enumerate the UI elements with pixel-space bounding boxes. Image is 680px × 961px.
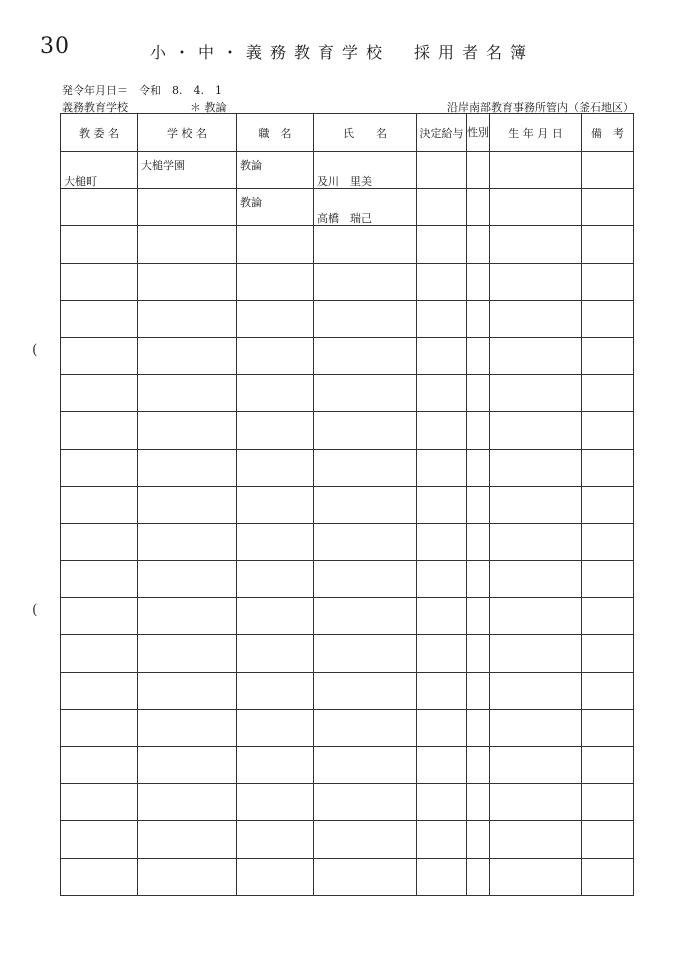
cell-board <box>61 300 138 337</box>
cell-birth <box>490 152 582 189</box>
issue-date: 発令年月日＝ 令和 8. 4. 1 <box>62 84 222 97</box>
cell-school <box>138 858 237 895</box>
cell-school <box>138 672 237 709</box>
cell-birth <box>490 747 582 784</box>
cell-remarks <box>582 300 634 337</box>
cell-salary <box>417 709 467 746</box>
cell-remarks <box>582 858 634 895</box>
board-name: 大槌町 <box>64 175 97 188</box>
table-row <box>61 561 634 598</box>
cell-birth <box>490 709 582 746</box>
cell-board <box>61 821 138 858</box>
cell-salary <box>417 375 467 412</box>
cell-position <box>237 486 314 523</box>
cell-sex <box>467 523 490 560</box>
cell-board <box>61 672 138 709</box>
cell-sex <box>467 300 490 337</box>
table-row <box>61 412 634 449</box>
cell-sex <box>467 858 490 895</box>
cell-position <box>237 635 314 672</box>
employee-name: 及川 里美 <box>317 175 372 188</box>
table-row <box>61 152 634 189</box>
cell-name <box>314 561 417 598</box>
table-row <box>61 821 634 858</box>
cell-sex <box>467 747 490 784</box>
cell-sex <box>467 152 490 189</box>
cell-board <box>61 189 138 226</box>
cell-name <box>314 598 417 635</box>
cell-salary <box>417 598 467 635</box>
cell-board <box>61 226 138 263</box>
cell-position <box>237 561 314 598</box>
school-name: 大槌学園 <box>141 159 185 172</box>
cell-name <box>314 263 417 300</box>
header-remarks: 備 考 <box>582 114 634 152</box>
cell-birth <box>490 449 582 486</box>
cell-salary <box>417 523 467 560</box>
table-row <box>61 263 634 300</box>
header-school: 学 校 名 <box>138 114 237 152</box>
table-body <box>61 152 634 896</box>
table-row <box>61 747 634 784</box>
cell-salary <box>417 858 467 895</box>
cell-position <box>237 449 314 486</box>
cell-birth <box>490 226 582 263</box>
cell-name <box>314 486 417 523</box>
cell-position <box>237 152 314 189</box>
cell-name <box>314 300 417 337</box>
cell-remarks <box>582 635 634 672</box>
cell-sex <box>467 709 490 746</box>
cell-position <box>237 337 314 374</box>
cell-name <box>314 672 417 709</box>
cell-board <box>61 635 138 672</box>
cell-name <box>314 635 417 672</box>
cell-school <box>138 784 237 821</box>
cell-school <box>138 561 237 598</box>
cell-school <box>138 337 237 374</box>
cell-sex <box>467 375 490 412</box>
cell-position <box>237 375 314 412</box>
cell-birth <box>490 300 582 337</box>
header-name: 氏 名 <box>314 114 417 152</box>
cell-sex <box>467 561 490 598</box>
header-board: 教 委 名 <box>61 114 138 152</box>
cell-position <box>237 523 314 560</box>
cell-salary <box>417 635 467 672</box>
cell-school <box>138 821 237 858</box>
header-salary: 決定給与 <box>417 114 467 152</box>
table-row <box>61 784 634 821</box>
cell-salary <box>417 561 467 598</box>
cell-position <box>237 709 314 746</box>
cell-board <box>61 858 138 895</box>
cell-salary <box>417 226 467 263</box>
page-number: 30 <box>40 34 70 59</box>
cell-board <box>61 784 138 821</box>
cell-board <box>61 263 138 300</box>
table-row <box>61 709 634 746</box>
cell-school <box>138 635 237 672</box>
cell-sex <box>467 449 490 486</box>
cell-remarks <box>582 523 634 560</box>
cell-sex <box>467 784 490 821</box>
cell-board <box>61 523 138 560</box>
cell-school <box>138 449 237 486</box>
cell-position <box>237 300 314 337</box>
table-row <box>61 300 634 337</box>
cell-salary <box>417 189 467 226</box>
cell-sex <box>467 412 490 449</box>
cell-name <box>314 523 417 560</box>
cell-name <box>314 858 417 895</box>
cell-board <box>61 486 138 523</box>
cell-position <box>237 226 314 263</box>
cell-remarks <box>582 449 634 486</box>
cell-remarks <box>582 189 634 226</box>
table-row <box>61 486 634 523</box>
cell-board <box>61 375 138 412</box>
cell-sex <box>467 821 490 858</box>
cell-school <box>138 189 237 226</box>
cell-position <box>237 598 314 635</box>
cell-sex <box>467 337 490 374</box>
cell-salary <box>417 300 467 337</box>
cell-birth <box>490 486 582 523</box>
cell-remarks <box>582 152 634 189</box>
cell-position <box>237 412 314 449</box>
cell-salary <box>417 486 467 523</box>
cell-school <box>138 486 237 523</box>
cell-birth <box>490 672 582 709</box>
header-birth: 生 年 月 日 <box>490 114 582 152</box>
cell-sex <box>467 263 490 300</box>
cell-remarks <box>582 821 634 858</box>
table-row <box>61 226 634 263</box>
cell-board <box>61 337 138 374</box>
cell-name <box>314 784 417 821</box>
cell-sex <box>467 635 490 672</box>
cell-salary <box>417 821 467 858</box>
cell-salary <box>417 784 467 821</box>
cell-position <box>237 672 314 709</box>
cell-board <box>61 561 138 598</box>
cell-position <box>237 189 314 226</box>
cell-school <box>138 747 237 784</box>
header-sex: 性別 <box>467 114 490 152</box>
table-row <box>61 635 634 672</box>
cell-school <box>138 709 237 746</box>
employee-register-table <box>60 113 634 896</box>
cell-birth <box>490 263 582 300</box>
cell-name <box>314 337 417 374</box>
cell-school <box>138 300 237 337</box>
cell-remarks <box>582 226 634 263</box>
cell-sex <box>467 486 490 523</box>
table-row <box>61 189 634 226</box>
cell-birth <box>490 337 582 374</box>
binding-mark-upper: ( <box>32 342 38 358</box>
document-title: 小・中・義務教育学校 採用者名簿 <box>150 43 535 62</box>
cell-remarks <box>582 709 634 746</box>
cell-remarks <box>582 672 634 709</box>
cell-sex <box>467 598 490 635</box>
table-header-row <box>61 114 634 152</box>
cell-birth <box>490 189 582 226</box>
cell-birth <box>490 821 582 858</box>
cell-board <box>61 747 138 784</box>
cell-board <box>61 412 138 449</box>
table-row <box>61 449 634 486</box>
binding-mark-lower: ( <box>32 602 38 618</box>
cell-remarks <box>582 561 634 598</box>
cell-position <box>237 784 314 821</box>
cell-school <box>138 375 237 412</box>
cell-name <box>314 821 417 858</box>
cell-remarks <box>582 412 634 449</box>
cell-name <box>314 412 417 449</box>
table-row <box>61 672 634 709</box>
cell-remarks <box>582 784 634 821</box>
cell-birth <box>490 784 582 821</box>
cell-position <box>237 263 314 300</box>
cell-sex <box>467 226 490 263</box>
cell-name <box>314 709 417 746</box>
table-row <box>61 598 634 635</box>
cell-salary <box>417 747 467 784</box>
cell-board <box>61 449 138 486</box>
cell-name <box>314 375 417 412</box>
cell-position <box>237 858 314 895</box>
position-title: 教論 <box>240 159 262 172</box>
cell-birth <box>490 375 582 412</box>
cell-position <box>237 821 314 858</box>
cell-remarks <box>582 747 634 784</box>
cell-remarks <box>582 486 634 523</box>
cell-salary <box>417 152 467 189</box>
cell-remarks <box>582 263 634 300</box>
cell-position <box>237 747 314 784</box>
cell-school <box>138 263 237 300</box>
cell-remarks <box>582 375 634 412</box>
table-row <box>61 523 634 560</box>
cell-salary <box>417 449 467 486</box>
cell-board <box>61 709 138 746</box>
cell-school <box>138 152 237 189</box>
cell-board <box>61 152 138 189</box>
cell-school <box>138 523 237 560</box>
cell-birth <box>490 635 582 672</box>
cell-sex <box>467 189 490 226</box>
cell-birth <box>490 412 582 449</box>
table-row <box>61 858 634 895</box>
cell-birth <box>490 561 582 598</box>
table-row <box>61 375 634 412</box>
cell-salary <box>417 263 467 300</box>
cell-board <box>61 598 138 635</box>
cell-name <box>314 152 417 189</box>
cell-school <box>138 412 237 449</box>
cell-birth <box>490 598 582 635</box>
table-row <box>61 337 634 374</box>
cell-school <box>138 226 237 263</box>
cell-remarks <box>582 337 634 374</box>
school-type: 義務教育学校 <box>62 101 128 114</box>
cell-name <box>314 747 417 784</box>
cell-birth <box>490 523 582 560</box>
cell-name <box>314 226 417 263</box>
cell-salary <box>417 337 467 374</box>
position-title: 教論 <box>240 196 262 210</box>
cell-salary <box>417 672 467 709</box>
cell-remarks <box>582 598 634 635</box>
cell-name <box>314 189 417 226</box>
cell-birth <box>490 858 582 895</box>
cell-name <box>314 449 417 486</box>
position-mark: ＊ 教論 <box>190 101 227 114</box>
cell-salary <box>417 412 467 449</box>
employee-name: 高橋 瑞己 <box>317 212 372 226</box>
cell-sex <box>467 672 490 709</box>
cell-school <box>138 598 237 635</box>
jurisdiction: 沿岸南部教育事務所管内（釜石地区） <box>447 101 634 114</box>
header-position: 職 名 <box>237 114 314 152</box>
